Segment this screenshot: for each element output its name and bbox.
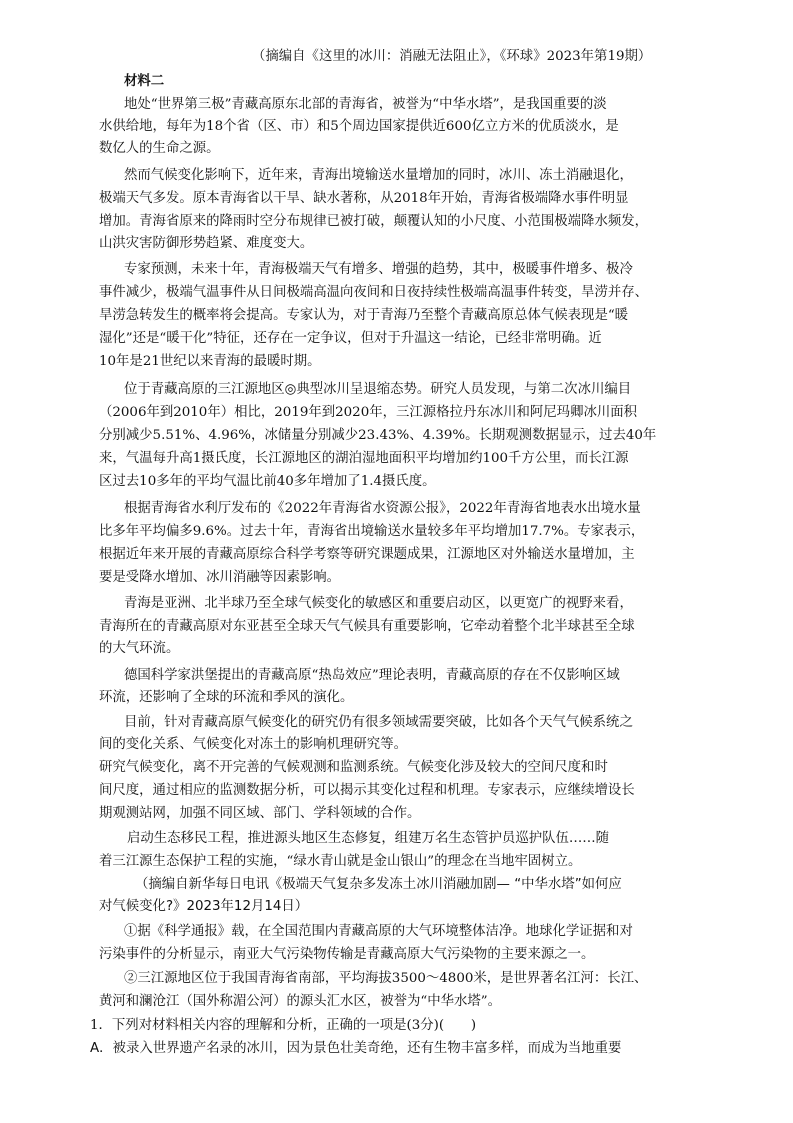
material-title: 材料二 [124, 73, 165, 89]
paragraph-line: 比多年平均偏多9.6%。过去十年，青海省出境输送水量较多年平均增加17.7%。专家表示， [99, 524, 645, 539]
source-citation-top: （摘编自《这里的冰川：消融无法阻止》，《环球》2023年第19期） [252, 49, 652, 64]
source-citation-bottom: 对气候变化?》2023年12月14日） [99, 899, 309, 914]
paragraph-line: 的大气环流。 [99, 641, 180, 656]
paragraph-line: 要是受降水增加、冰川消融等因素影响。 [99, 570, 341, 585]
paragraph-line: 10年是21世纪以来青海的最暖时期。 [99, 354, 321, 369]
paragraph-line: 地处“世界第三极”青藏高原东北部的青海省，被誉为“中华水塔”，是我国重要的淡 [124, 97, 607, 112]
paragraph-line: 区过去10多年的平均气温比前40多年增加了1.4摄氏度。 [99, 474, 436, 489]
paragraph-line: 位于青藏高原的三江源地区◎典型冰川呈退缩态势。研究人员发现，与第二次冰川编目 [124, 382, 632, 397]
paragraph-line: 水供给地，每年为18个省（区、市）和5个周边国家提供近600亿立方米的优质淡水，是 [99, 119, 619, 134]
paragraph-line: 专家预测，未来十年，青海极端天气有增多、增强的趋势，其中，极暖事件增多、极冷 [124, 262, 633, 277]
paragraph-line: 期观测站网，加强不同区域、部门、学科领域的合作。 [99, 806, 421, 821]
paragraph-line: 环流，还影响了全球的环流和季风的演化。 [99, 690, 354, 705]
option-a: A．被录入世界遗产名录的冰川，因为景色壮美奇绝，还有生物丰富多样，而成为当地重要 [90, 1041, 622, 1056]
paragraph-line: 山洪灾害防御形势趋紧、难度变大。 [99, 236, 314, 251]
paragraph-line: 分别减少5.51%、4.96%，冰储量分别减少23.43%、4.39%。长期观测数据显示，过去40年 [99, 428, 657, 443]
paragraph-line: 来，气温每升高1摄氏度，长江源地区的湖泊湿地面积平均增加约100千方公里，而长江源 [99, 451, 629, 466]
paragraph-line: 旱涝急转发生的概率将会提高。专家认为，对于青海乃至整个青藏高原总体气候表现是“暖 [99, 308, 629, 323]
paragraph-line: 青海所在的青藏高原对东亚甚至全球天气气候具有重要影响，它牵动着整个北半球甚至全球 [99, 619, 635, 634]
paragraph-line: 间尺度，通过相应的监测数据分析，可以揭示其变化过程和机理。专家表示，应继续增设长 [99, 783, 635, 798]
source-citation-bottom: （摘编自新华每日电讯《极端天气复杂多发冻土冰川消融加剧— “中华水塔”如何应 [135, 877, 622, 892]
paragraph-line: 青海是亚洲、北半球乃至全球气候变化的敏感区和重要启动区，以更宽广的视野来看， [124, 596, 633, 611]
paragraph-line: 着三江源生态保护工程的实施，“绿水青山就是金山银山”的理念在当地牢固树立。 [99, 854, 582, 869]
paragraph-line: （2006年到2010年）相比，2019年到2020年，三江源格拉丹东冰川和阿尼玛卿冰川面积 [99, 405, 638, 420]
paragraph-line: 根据近年来开展的青藏高原综合科学考察等研究课题成果，江源地区对外输送水量增加，主 [99, 547, 635, 562]
paragraph-line: 事件减少，极端气温事件从日间极端高温向夜间和日夜持续性极端高温事件转变，旱涝并存、 [99, 285, 649, 300]
footnote-line: ①据《科学通报》载，在全国范围内青藏高原的大气环境整体洁净。地球化学证据和对 [124, 924, 633, 939]
paragraph-line: 目前，针对青藏高原气候变化的研究仍有很多领域需要突破，比如各个天气气候系统之 [124, 715, 633, 730]
paragraph-line: 然而气候变化影响下，近年来，青海出境输送水量增加的同时，冰川、冻土消融退化， [124, 168, 633, 183]
paragraph-line: 根据青海省水利厅发布的《2022年青海省水资源公报》，2022年青海省地表水出境水量 [124, 501, 641, 516]
paragraph-line: 数亿人的生命之源。 [99, 141, 220, 156]
footnote-line: 污染事件的分析显示，南亚大气污染物传输是青藏高原大气污染物的主要来源之一。 [99, 947, 595, 962]
paragraph-line: 德国科学家洪堡提出的青藏高原“热岛效应”理论表明，青藏高原的存在不仅影响区域 [124, 668, 620, 683]
paragraph-line: 极端天气多发。原本青海省以干旱、缺水著称，从2018年开始，青海省极端降水事件明显 [99, 191, 629, 206]
question-stem: 1．下列对材料相关内容的理解和分析，正确的一项是(3分)( ) [90, 1018, 477, 1033]
paragraph-line: 启动生态移民工程，推进源头地区生态修复，组建万名生态管护员巡护队伍……随 [127, 831, 610, 846]
footnote-line: ②三江源地区位于我国青海省南部，平均海拔3500～4800米，是世界著名江河：长江、 [124, 971, 648, 986]
paragraph-line: 研究气候变化，离不开完善的气候观测和监测系统。气候变化涉及较大的空间尺度和时 [99, 760, 608, 775]
paragraph-line: 间的变化关系、气候变化对冻土的影响机理研究等。 [99, 737, 407, 752]
footnote-line: 黄河和澜沧江（国外称湄公河）的源头汇水区，被誉为“中华水塔”。 [99, 994, 502, 1009]
paragraph-line: 增加。青海省原来的降雨时空分布规律已被打破，颠覆认知的小尺度、小范围极端降水频发， [99, 214, 649, 229]
paragraph-line: 湿化”还是“暖干化”特征，还存在一定争议，但对于升温这一结论，已经非常明确。近 [99, 331, 602, 346]
